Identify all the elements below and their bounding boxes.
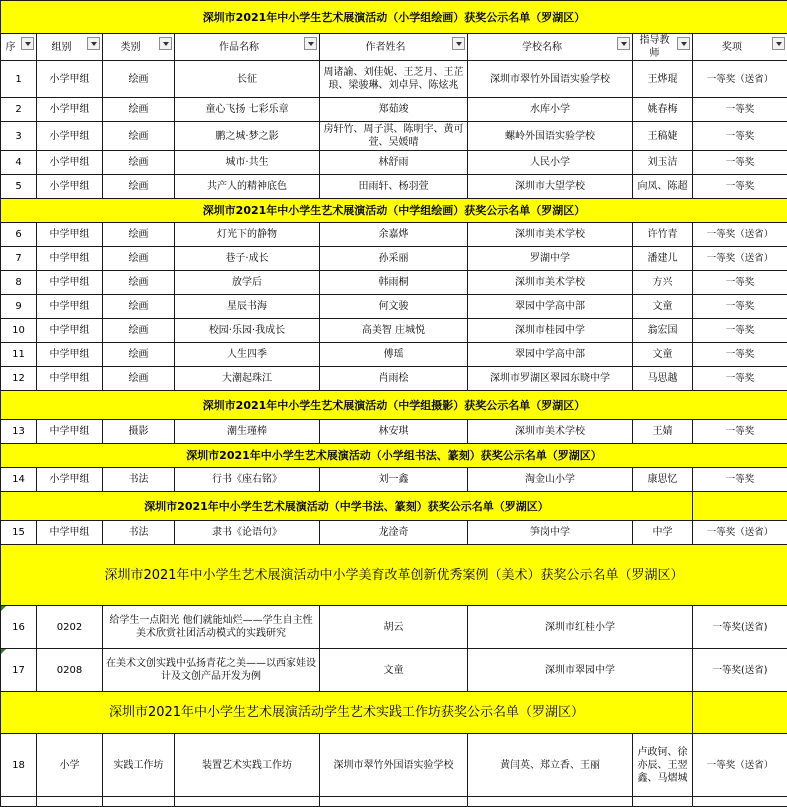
cell-work[interactable]: 校园·乐园·我成长	[175, 319, 320, 343]
cell-author[interactable]: 何文骏	[320, 295, 468, 319]
cell-teacher[interactable]: 文童	[633, 295, 693, 319]
filter-dropdown-icon[interactable]	[21, 37, 34, 50]
cell-index[interactable]: 18	[1, 734, 37, 797]
cell-category[interactable]: 书法	[103, 521, 175, 545]
table-row	[1, 61, 787, 98]
cell-category[interactable]: 绘画	[103, 343, 175, 367]
empty-cell[interactable]	[320, 797, 468, 807]
cell-category[interactable]: 绘画	[103, 319, 175, 343]
table-row	[1, 420, 787, 444]
empty-cell[interactable]	[1, 797, 37, 807]
cell-teacher[interactable]: 王稿婕	[633, 122, 693, 151]
cell-group[interactable]: 小学甲组	[37, 61, 103, 98]
table-row	[1, 521, 787, 545]
header-cell-index[interactable]: 序	[1, 34, 37, 61]
cell-teacher[interactable]: 许竹青	[633, 223, 693, 247]
cell-work[interactable]: 隶书《论语句》	[175, 521, 320, 545]
cell-teacher[interactable]: 王烨琨	[633, 61, 693, 98]
section-title-row	[1, 692, 787, 734]
blank-cell[interactable]	[693, 692, 787, 734]
filter-dropdown-icon[interactable]	[159, 37, 172, 50]
cell-school[interactable]: 笋岗中学	[468, 521, 633, 545]
cell-author[interactable]: 房轩竹、周子淇、陈明宇、黄可萱、吴媛晴	[320, 122, 468, 151]
cell-index[interactable]: 15	[1, 521, 37, 545]
cell-group[interactable]: 小学甲组	[37, 468, 103, 492]
table-row	[1, 319, 787, 343]
cell-index[interactable]: 1	[1, 61, 37, 98]
cell-index[interactable]: 2	[1, 98, 37, 122]
cell-award[interactable]: 一等奖	[693, 175, 787, 199]
empty-cell[interactable]	[693, 797, 787, 807]
cell-award[interactable]: 一等奖	[693, 343, 787, 367]
cell-group[interactable]: 中学甲组	[37, 521, 103, 545]
filter-dropdown-icon[interactable]	[677, 37, 690, 50]
header-row	[1, 34, 787, 61]
cell-author[interactable]: 傅瑶	[320, 343, 468, 367]
empty-cell[interactable]	[37, 797, 103, 807]
cell-award[interactable]: 一等奖（送省）	[693, 247, 787, 271]
cell-category[interactable]: 实践工作坊	[103, 734, 175, 797]
cell-index[interactable]: 12	[1, 367, 37, 391]
cell-award[interactable]: 一等奖（送省）	[693, 521, 787, 545]
empty-cell[interactable]	[103, 797, 175, 807]
cell-work[interactable]: 行书《座右铭》	[175, 468, 320, 492]
cell-teacher[interactable]: 中学	[633, 521, 693, 545]
cell-work[interactable]: 装置艺术实践工作坊	[175, 734, 320, 797]
cell-group[interactable]: 中学甲组	[37, 295, 103, 319]
cell-school[interactable]: 深圳市美术学校	[468, 223, 633, 247]
table-row	[1, 271, 787, 295]
cell-school[interactable]: 深圳市桂园中学	[468, 319, 633, 343]
cell-group[interactable]: 小学甲组	[37, 122, 103, 151]
cell-award[interactable]: 一等奖	[693, 319, 787, 343]
filter-dropdown-icon[interactable]	[304, 37, 317, 50]
cell-school[interactable]: 淘金山小学	[468, 468, 633, 492]
cell-category[interactable]: 摄影	[103, 420, 175, 444]
section-title: 深圳市2021年中小学生艺术展演活动（中学组绘画）获奖公示名单（罗湖区）	[1, 199, 787, 223]
cell-author[interactable]: 周诸諭、刘佳妮、王芝月、王芷琅、梁骏琳、刘卓异、陈炫兆	[320, 61, 468, 98]
table-row	[1, 98, 787, 122]
section-title: 深圳市2021年中小学生艺术展演活动中小学美育改革创新优秀案例（美术）获奖公示名单（罗湖区）	[1, 545, 787, 606]
cell-index[interactable]: 17	[1, 649, 37, 692]
section-title: 深圳市2021年中小学生艺术展演活动（小学组书法、篆刻）获奖公示名单（罗湖区）	[1, 444, 787, 468]
table-row	[1, 247, 787, 271]
cell-school[interactable]: 深圳市美术学校	[468, 420, 633, 444]
table-row	[1, 367, 787, 391]
cell-school[interactable]: 深圳市翠竹外国语实验学校	[468, 61, 633, 98]
cell-group[interactable]: 中学甲组	[37, 343, 103, 367]
header-cell-category[interactable]: 类别	[103, 34, 175, 61]
cell-school[interactable]: 深圳市美术学校	[468, 271, 633, 295]
cell-teacher[interactable]: 翁宏国	[633, 319, 693, 343]
cell-school[interactable]: 罗湖中学	[468, 247, 633, 271]
filter-dropdown-icon[interactable]	[617, 37, 630, 50]
cell-author[interactable]: 刘一鑫	[320, 468, 468, 492]
cell-work[interactable]: 城市·共生	[175, 151, 320, 175]
comment-marker-icon	[1, 649, 6, 654]
cell-award[interactable]: 一等奖(送省)	[693, 606, 787, 649]
cell-school[interactable]: 深圳市大望学校	[468, 175, 633, 199]
cell-award[interactable]: 一等奖	[693, 98, 787, 122]
cell-index[interactable]: 4	[1, 151, 37, 175]
empty-cell[interactable]	[633, 797, 693, 807]
cell-work[interactable]: 灯光下的静物	[175, 223, 320, 247]
cell-teacher[interactable]: 康思忆	[633, 468, 693, 492]
cell-work[interactable]: 长征	[175, 61, 320, 98]
cell-work[interactable]: 星辰书海	[175, 295, 320, 319]
cell-work[interactable]: 童心飞扬 七彩乐章	[175, 98, 320, 122]
cell-group[interactable]: 小学甲组	[37, 175, 103, 199]
cell-index[interactable]: 11	[1, 343, 37, 367]
cell-index[interactable]: 10	[1, 319, 37, 343]
cell-author[interactable]: 林安琪	[320, 420, 468, 444]
cell-work[interactable]: 鹏之城·梦之影	[175, 122, 320, 151]
cell-code[interactable]: 0202	[37, 606, 103, 649]
cell-award[interactable]: 一等奖	[693, 271, 787, 295]
filter-dropdown-icon[interactable]	[772, 37, 785, 50]
cell-teacher[interactable]: 文童	[633, 343, 693, 367]
section-title: 深圳市2021年中小学生艺术展演活动（中学组摄影）获奖公示名单（罗湖区）	[1, 391, 787, 420]
cell-award[interactable]: 一等奖(送省)	[693, 649, 787, 692]
comment-marker-icon	[1, 606, 6, 611]
cell-group[interactable]: 中学甲组	[37, 367, 103, 391]
cell-award[interactable]: 一等奖（送省）	[693, 223, 787, 247]
section-title: 深圳市2021年中小学生艺术展演活动学生艺术实践工作坊获奖公示名单（罗湖区）	[1, 692, 693, 734]
cell-author[interactable]: 田雨轩、杨羽萱	[320, 175, 468, 199]
header-cell-teacher[interactable]: 指导教师	[633, 34, 693, 61]
section-title-row	[1, 391, 787, 420]
cell-category[interactable]: 绘画	[103, 295, 175, 319]
filter-dropdown-icon[interactable]	[87, 37, 100, 50]
header-cell-award[interactable]: 奖项	[693, 34, 787, 61]
table-row	[1, 734, 787, 797]
table-row	[1, 649, 787, 692]
header-cell-group[interactable]: 组别	[37, 34, 103, 61]
cell-index[interactable]: 7	[1, 247, 37, 271]
table-row	[1, 175, 787, 199]
section-title-row	[1, 444, 787, 468]
cell-case-title[interactable]: 在美术文创实践中弘扬青花之美——以西家娃设计及文创产品开发为例	[103, 649, 320, 692]
cell-work[interactable]: 放学后	[175, 271, 320, 295]
cell-author[interactable]: 龙淦奇	[320, 521, 468, 545]
cell-author[interactable]: 郑茹竣	[320, 98, 468, 122]
cell-index[interactable]: 9	[1, 295, 37, 319]
cell-category[interactable]: 绘画	[103, 122, 175, 151]
cell-category[interactable]: 书法	[103, 468, 175, 492]
cell-category[interactable]: 绘画	[103, 175, 175, 199]
cell-award[interactable]: 一等奖	[693, 420, 787, 444]
section-title: 深圳市2021年中小学生艺术展演活动（中学书法、篆刻）获奖公示名单（罗湖区）	[1, 492, 693, 521]
cell-case-title[interactable]: 给学生一点阳光 他们就能灿烂——学生自主性美术欣赏社团活动模式的实践研究	[103, 606, 320, 649]
cell-school[interactable]: 深圳市罗湖区翠园东晓中学	[468, 367, 633, 391]
cell-group[interactable]: 中学甲组	[37, 420, 103, 444]
cell-category[interactable]: 绘画	[103, 367, 175, 391]
cell-index[interactable]: 13	[1, 420, 37, 444]
cell-group[interactable]: 中学甲组	[37, 319, 103, 343]
header-cell-author[interactable]: 作者姓名	[320, 34, 468, 61]
cell-school[interactable]: 深圳市翠园中学	[468, 649, 693, 692]
cell-award[interactable]: 一等奖	[693, 151, 787, 175]
section-title-row	[1, 545, 787, 606]
cell-author[interactable]: 孙采丽	[320, 247, 468, 271]
cell-author[interactable]: 高美智 庄城悦	[320, 319, 468, 343]
empty-cell[interactable]	[175, 797, 320, 807]
section-title-row	[1, 199, 787, 223]
section-title: 深圳市2021年中小学生艺术展演活动（小学组绘画）获奖公示名单（罗湖区）	[1, 1, 787, 34]
header-cell-school[interactable]: 学校名称	[468, 34, 633, 61]
cell-author[interactable]: 文童	[320, 649, 468, 692]
cell-index[interactable]: 16	[1, 606, 37, 649]
section-title-row	[1, 1, 787, 34]
cell-index[interactable]: 8	[1, 271, 37, 295]
section-title-row	[1, 492, 787, 521]
cell-author[interactable]: 林舒雨	[320, 151, 468, 175]
cell-author[interactable]: 韩雨桐	[320, 271, 468, 295]
cell-teacher[interactable]: 方兴	[633, 271, 693, 295]
table-row	[1, 343, 787, 367]
cell-index[interactable]: 5	[1, 175, 37, 199]
cell-index[interactable]: 14	[1, 468, 37, 492]
cell-school[interactable]: 螺岭外国语实验学校	[468, 122, 633, 151]
cell-group[interactable]: 小学	[37, 734, 103, 797]
cell-school[interactable]: 水库小学	[468, 98, 633, 122]
header-cell-work[interactable]: 作品名称	[175, 34, 320, 61]
cell-school[interactable]: 人民小学	[468, 151, 633, 175]
cell-group[interactable]: 小学甲组	[37, 98, 103, 122]
cell-work[interactable]: 潮生瑾棒	[175, 420, 320, 444]
table-row	[1, 468, 787, 492]
cell-award[interactable]: 一等奖	[693, 367, 787, 391]
table-row	[1, 295, 787, 319]
table-row-empty	[1, 797, 787, 807]
cell-teacher[interactable]: 黄闫英、郑立香、王丽	[468, 734, 633, 797]
table-row	[1, 122, 787, 151]
cell-award[interactable]: 一等奖（送省）	[693, 61, 787, 98]
cell-category[interactable]: 绘画	[103, 247, 175, 271]
cell-award[interactable]: 一等奖	[693, 122, 787, 151]
table-row	[1, 223, 787, 247]
cell-students[interactable]: 卢政钶、徐亦辰、王翌鑫、马熠城	[633, 734, 693, 797]
cell-index[interactable]: 6	[1, 223, 37, 247]
cell-award[interactable]: 一等奖（送省）	[693, 734, 787, 797]
cell-school[interactable]: 深圳市翠竹外国语实验学校	[320, 734, 468, 797]
cell-category[interactable]: 绘画	[103, 98, 175, 122]
filter-dropdown-icon[interactable]	[452, 37, 465, 50]
cell-work[interactable]: 人生四季	[175, 343, 320, 367]
cell-category[interactable]: 绘画	[103, 271, 175, 295]
cell-work[interactable]: 巷子·成长	[175, 247, 320, 271]
table-row	[1, 151, 787, 175]
cell-group[interactable]: 中学甲组	[37, 223, 103, 247]
cell-group[interactable]: 中学甲组	[37, 271, 103, 295]
table-row	[1, 606, 787, 649]
cell-teacher[interactable]: 马思越	[633, 367, 693, 391]
cell-author[interactable]: 胡云	[320, 606, 468, 649]
cell-code[interactable]: 0208	[37, 649, 103, 692]
cell-work[interactable]: 共产人的精神底色	[175, 175, 320, 199]
cell-category[interactable]: 绘画	[103, 61, 175, 98]
cell-category[interactable]: 绘画	[103, 151, 175, 175]
cell-school[interactable]: 深圳市红桂小学	[468, 606, 693, 649]
cell-teacher[interactable]: 向凤、陈超	[633, 175, 693, 199]
cell-school[interactable]: 翠园中学高中部	[468, 295, 633, 319]
cell-author[interactable]: 余嘉烨	[320, 223, 468, 247]
cell-teacher[interactable]: 潘建儿	[633, 247, 693, 271]
cell-author[interactable]: 肖雨桧	[320, 367, 468, 391]
cell-school[interactable]: 翠园中学高中部	[468, 343, 633, 367]
cell-group[interactable]: 小学甲组	[37, 151, 103, 175]
cell-teacher[interactable]: 姚春梅	[633, 98, 693, 122]
cell-category[interactable]: 绘画	[103, 223, 175, 247]
cell-group[interactable]: 中学甲组	[37, 247, 103, 271]
blank-cell[interactable]	[693, 492, 787, 521]
cell-award[interactable]: 一等奖	[693, 295, 787, 319]
empty-cell[interactable]	[468, 797, 633, 807]
cell-teacher[interactable]: 刘玉洁	[633, 151, 693, 175]
cell-award[interactable]: 一等奖	[693, 468, 787, 492]
cell-work[interactable]: 大潮起珠江	[175, 367, 320, 391]
cell-teacher[interactable]: 王婧	[633, 420, 693, 444]
cell-index[interactable]: 3	[1, 122, 37, 151]
